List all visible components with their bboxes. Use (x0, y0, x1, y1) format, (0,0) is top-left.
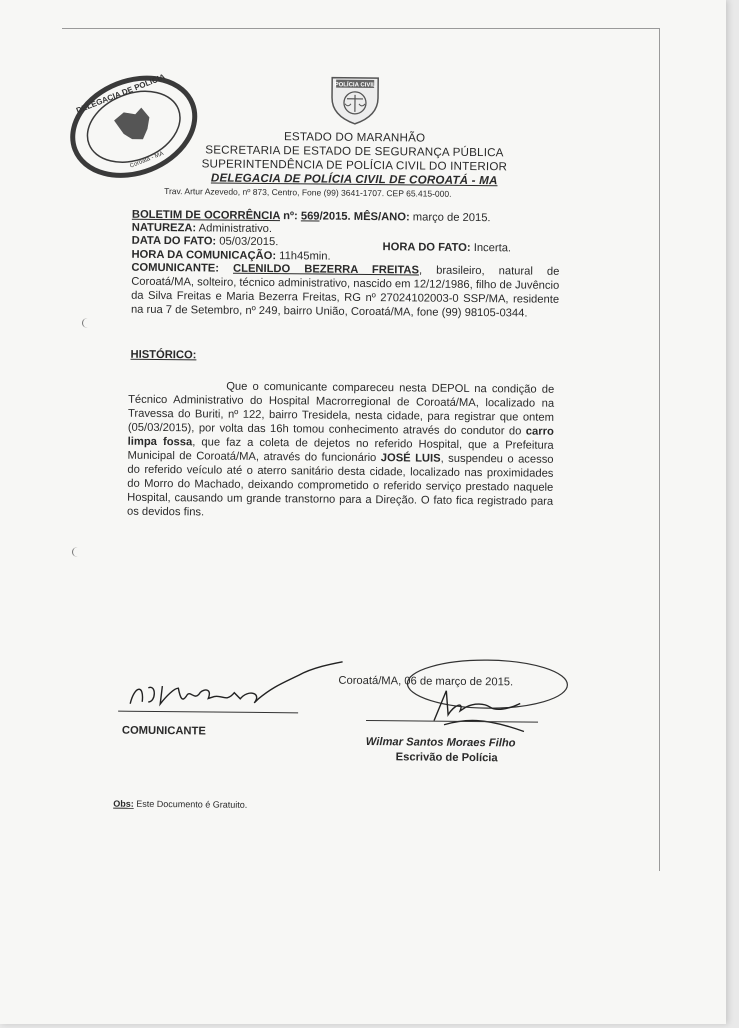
svg-text:DELEGACIA DE POLICIA: DELEGACIA DE POLICIA (75, 72, 167, 115)
svg-text:Coroatá - MA: Coroatá - MA (129, 151, 164, 170)
punch-hole-mark (72, 547, 83, 557)
header-state: ESTADO DO MARANHÃO (230, 130, 480, 145)
historico-title: HISTÓRICO: (130, 348, 196, 363)
clerk-signature (424, 681, 535, 738)
bo-number: 569 (301, 210, 320, 222)
clerk-name: Wilmar Santos Moraes Filho (366, 735, 516, 750)
hora-fato-line: HORA DO FATO: Incerta. (383, 240, 512, 255)
comunicante-name: CLENILDO BEZERRA FREITAS (233, 263, 419, 277)
place-date: Coroatá/MA, 06 de março de 2015. (338, 674, 513, 690)
police-badge-icon (326, 68, 385, 127)
data-fato-line: DATA DO FATO: 05/03/2015. (132, 234, 279, 249)
badge-text: POLÍCIA CIVIL (335, 80, 377, 88)
natureza-line: NATUREZA: Administrativo. (132, 221, 272, 236)
clerk-title: Escrivão de Polícia (396, 750, 498, 765)
header-delegacia: DELEGACIA DE POLÍCIA CIVIL DE COROATÁ - MA (184, 171, 524, 187)
header-superintendence: SUPERINTENDÊNCIA DE POLÍCIA CIVIL DO INTERIOR (174, 157, 534, 173)
header-address: Trav. Artur Azevedo, nº 873, Centro, Fone (99) 3641-1707. CEP 65.415-000. (164, 186, 451, 199)
historico-text: Que o comunicante compareceu nesta DEPOL na condição de Técnico Administrativo do Hospital Macrorregional de Coroatá/MA, localizado na Travessa do Buriti, nº 122, bairro Tresidela, nesta cidade, para registrar que ontem (05/03/2015), por volta das 16h tomou conhecimento através do condutor do carro limpa fossa, que faz a coleta de dejetos no referido Hospital, que a Prefeitura Municipal de Coroatá/MA, através do funcionário JOSÉ LUIS, suspendeu o acesso do referido veículo até o aterro sanitário desta cidade, localizado nas proximidades do Morro do Machado, deixando comprometido o referido serviço prestado naquele Hospital, causando um grande transtorno para a Direção. O fato fica registrado para os devidos fins. (127, 379, 554, 523)
header-secretariat: SECRETARIA DE ESTADO DE SEGURANÇA PÚBLICA (179, 143, 529, 159)
punch-hole-mark (82, 318, 93, 328)
obs-line: Obs: Este Documento é Gratuito. (113, 799, 247, 810)
bo-line: BOLETIM DE OCORRÊNCIA nº: 569/2015. MÊS/ANO: março de 2015. (132, 208, 491, 225)
comunicante-sig-label: COMUNICANTE (122, 724, 206, 739)
hora-comunicacao-line: HORA DA COMUNICAÇÃO: 11h45min. (131, 248, 330, 264)
comunicante-block: COMUNICANTE: CLENILDO BEZERRA FREITAS, brasileiro, natural de Coroatá/MA, solteiro, técnico administrativo, nascido em 12/12/1986, filho de Juvêncio da Silva Freitas e Maria Bezerra Freitas, RG nº 27024102003-0 SSP/MA, residente na rua 7 de Setembro, nº 249, bairro União, Coroatá/MA, fone (99) 98105-0344. (131, 261, 560, 321)
